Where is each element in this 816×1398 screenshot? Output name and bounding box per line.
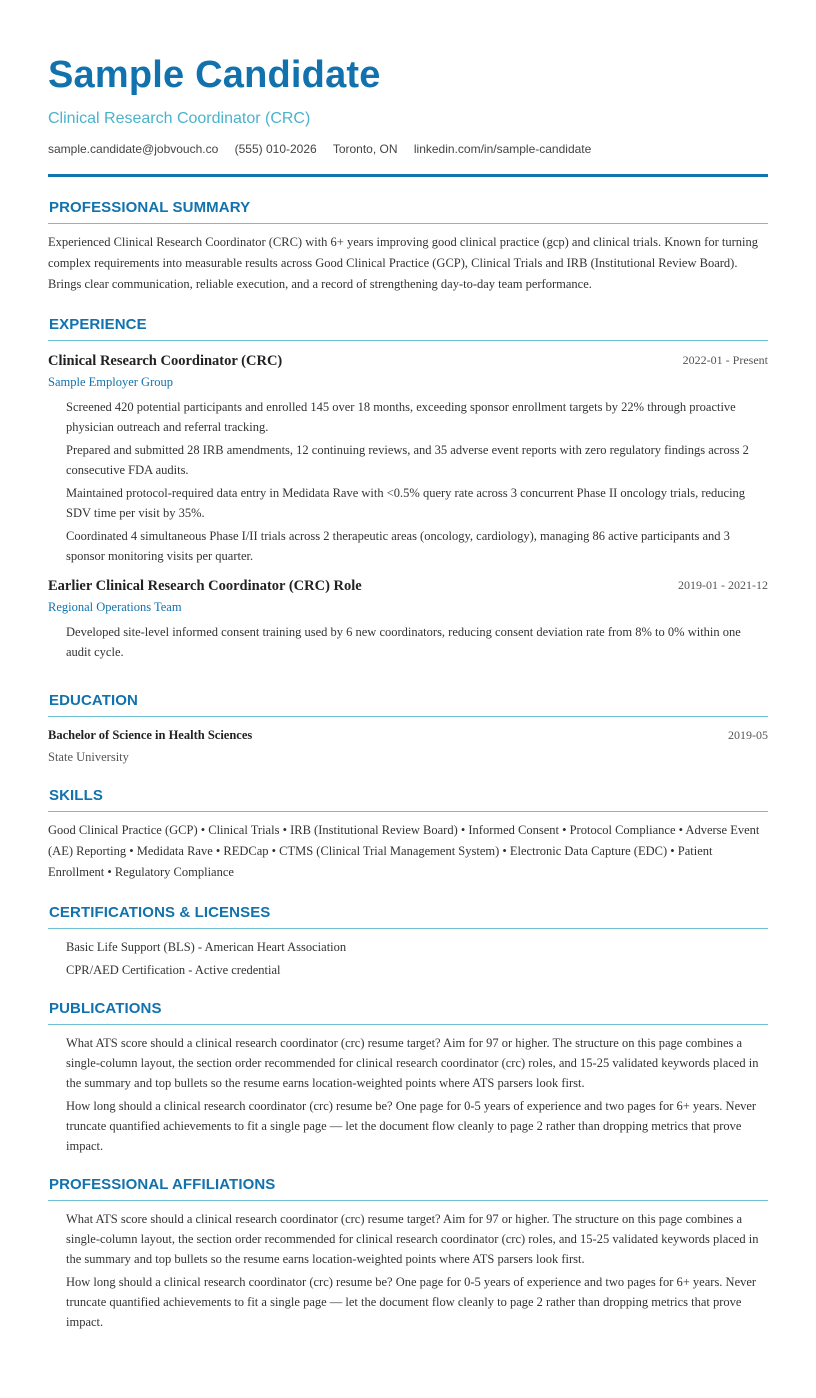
job-employer: Regional Operations Team (48, 600, 182, 614)
section-divider (48, 340, 768, 341)
section-divider (48, 1200, 768, 1201)
job-date: 2019-01 - 2021-12 (678, 578, 768, 592)
section-divider (48, 1024, 768, 1025)
section-divider (48, 811, 768, 812)
certifications-list (48, 937, 768, 980)
contact-linkedin[interactable]: linkedin.com/in/sample-candidate (413, 142, 592, 156)
section-divider (48, 223, 768, 224)
summary-heading: PROFESSIONAL SUMMARY (49, 199, 251, 216)
contact-phone: (555) 010-2026 (234, 142, 317, 156)
job-bullet: Coordinated 4 simultaneous Phase I/II trials across 2 therapeutic areas (oncology, cardiology), managing 86 active participants and 3 sponsor monitoring visits per quarter. (66, 529, 730, 563)
certification-item: CPR/AED Certification - Active credential (66, 963, 281, 977)
education-degree: Bachelor of Science in Health Sciences (48, 728, 253, 742)
education-heading: EDUCATION (49, 692, 138, 709)
experience-heading: EXPERIENCE (49, 316, 147, 333)
publication-item: What ATS score should a clinical research coordinator (crc) resume target? Aim for 97 or higher. The structure on this page combines a single-column layout, the section order recommended for clinical research coordinator (crc) roles, and 15-25 validated keywords placed in the summary and top bullets so the resume earns location-weighted points where ATS parsers look first. (66, 1036, 759, 1090)
affiliations-list (48, 1209, 768, 1332)
education-school: State University (48, 750, 129, 764)
affiliations-heading: PROFESSIONAL AFFILIATIONS (49, 1176, 276, 1193)
section-divider (48, 928, 768, 929)
job-title: Clinical Research Coordinator (CRC) (48, 353, 283, 369)
publications-list (48, 1033, 768, 1156)
header-divider (48, 174, 768, 177)
publication-item: How long should a clinical research coordinator (crc) resume be? One page for 0-5 years of experience and two pages for 6+ years. Never truncate quantified achievements to fit a single page — let the document flow cleanly to page 2 rather than dropping metrics that prove impact. (66, 1099, 757, 1153)
job-title: Earlier Clinical Research Coordinator (CRC) Role (48, 578, 362, 594)
job-entry (48, 350, 768, 566)
job-bullet: Maintained protocol-required data entry in Medidata Rave with <0.5% query rate across 3 concurrent Phase II oncology trials, reducing SDV time per visit by 35%. (66, 486, 746, 520)
experience-section (48, 315, 768, 665)
job-bullet: Developed site-level informed consent training used by 6 new coordinators, reducing consent deviation rate from 8% to 0% within one audit cycle. (66, 625, 741, 659)
candidate-name: Sample Candidate (48, 54, 381, 96)
job-bullet: Prepared and submitted 28 IRB amendments, 12 continuing reviews, and 35 adverse event reports with zero regulatory findings across 2 consecutive FDA audits. (66, 443, 749, 477)
affiliations-section (48, 1175, 768, 1335)
certifications-section (48, 903, 768, 983)
certifications-heading: CERTIFICATIONS & LICENSES (49, 904, 271, 921)
publications-heading: PUBLICATIONS (49, 1000, 162, 1017)
affiliation-item: What ATS score should a clinical research coordinator (crc) resume target? Aim for 97 or higher. The structure on this page combines a single-column layout, the section order recommended for clinical research coordinator (crc) roles, and 15-25 validated keywords placed in the summary and top bullets so the resume earns location-weighted points where ATS parsers look first. (66, 1212, 759, 1266)
certification-item: Basic Life Support (BLS) - American Heart Association (66, 940, 347, 954)
contact-location: Toronto, ON (332, 142, 398, 156)
education-date: 2019-05 (728, 728, 768, 742)
job-bullet: Screened 420 potential participants and enrolled 145 over 18 months, exceeding sponsor enrollment targets by 22% through proactive physician outreach and referral tracking. (66, 400, 736, 434)
affiliation-item: How long should a clinical research coordinator (crc) resume be? One page for 0-5 years of experience and two pages for 6+ years. Never truncate quantified achievements to fit a single page — let the document flow cleanly to page 2 rather than dropping metrics that prove impact. (66, 1275, 757, 1329)
contact-email[interactable]: sample.candidate@jobvouch.co (48, 142, 219, 156)
job-bullets (48, 397, 768, 566)
job-bullets (48, 622, 768, 662)
job-entry (48, 575, 768, 662)
summary-section (48, 198, 768, 295)
job-employer: Sample Employer Group (48, 375, 173, 389)
candidate-role: Clinical Research Coordinator (CRC) (48, 110, 311, 127)
skills-section (48, 786, 768, 883)
contact-line (48, 141, 604, 157)
skills-text: Good Clinical Practice (GCP) • Clinical Trials • IRB (Institutional Review Board) • Informed Consent • Protocol Compliance • Adverse Event (AE) Reporting • Medidata Rave • REDCap • CTMS (Clinical Trial Management System) • Electronic Data Capture (EDC) • Patient Enrollment • Regulatory Compliance (48, 823, 760, 879)
publications-section (48, 999, 768, 1159)
job-date: 2022-01 - Present (682, 353, 768, 367)
summary-text: Experienced Clinical Research Coordinator (CRC) with 6+ years improving good clinical practice (gcp) and clinical trials. Known for turning complex requirements into measurable results across Good Clinical Practice (GCP), Clinical Trials and IRB (Institutional Review Board). Brings clear communication, reliable execution, and a record of strengthening day-to-day team performance. (48, 235, 758, 291)
skills-heading: SKILLS (49, 787, 103, 804)
section-divider (48, 716, 768, 717)
education-section (48, 691, 768, 767)
